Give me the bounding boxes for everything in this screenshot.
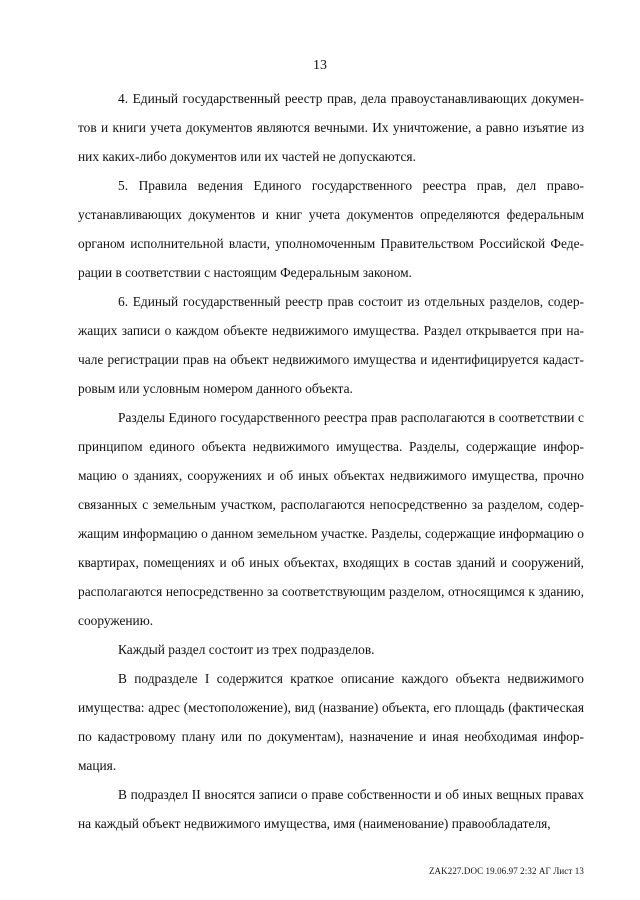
paragraph-item-5: 5. Правила ведения Единого государственного реестра прав, дел правоустанавливающих документов и книг учета документов определяются федеральным органом исполнительной власти, уполномоченным Правительством Российской Федерации в соответствии с настоящим Федеральным законом.: [78, 178, 584, 280]
page-number: 13: [313, 58, 327, 73]
paragraph-item-6: 6. Единый государственный реестр прав состоит из отдельных разделов, содержащих записи о каждом объекте недвижимого имущества. Раздел открывается при начале регистрации прав на объект недвижимого имущества и идентифицируется кадастровым или условным номером данного объекта.: [78, 294, 584, 396]
page-body: [78, 84, 584, 838]
paragraph-sections-order: Разделы Единого государственного реестра прав располагаются в соответствии с принципом единого объекта недвижимого имущества. Разделы, содержащие информацию о зданиях, сооружениях и об иных объектах недвижимого имущества, прочно связанных с земельным участком, располагаются непосредственно за разделом, содержащим информацию о данном земельном участке. Разделы, содержащие информацию о квартирах, помещениях и об иных объектах, входящих в состав зданий и сооружений, располагаются непосредственно за соответствующим разделом, относящимся к зданию, сооружению.: [78, 410, 584, 628]
paragraph-subsections: Каждый раздел состоит из трех подразделов.: [118, 642, 375, 657]
paragraph-subsection-1: В подразделе I содержится краткое описание каждого объекта недвижимого имущества: адрес (местоположение), вид (название) объекта, его площадь (фактическая по кадастровому плану или по документам), назначение и иная необходимая информация.: [78, 671, 584, 773]
paragraph-subsection-2: В подраздел II вносятся записи о праве собственности и об иных вещных правах на каждый объект недвижимого имущества, имя (наименование) правообладателя,: [78, 787, 584, 831]
paragraph-item-4: 4. Единый государственный реестр прав, дела правоустанавливающих документов и книги учета документов являются вечными. Их уничтожение, а равно изъятие из них каких-либо документов или их частей не допускаются.: [78, 91, 584, 164]
document-footer: ZAK227.DOC 19.06.97 2:32 АГ Лист 13: [428, 866, 584, 876]
